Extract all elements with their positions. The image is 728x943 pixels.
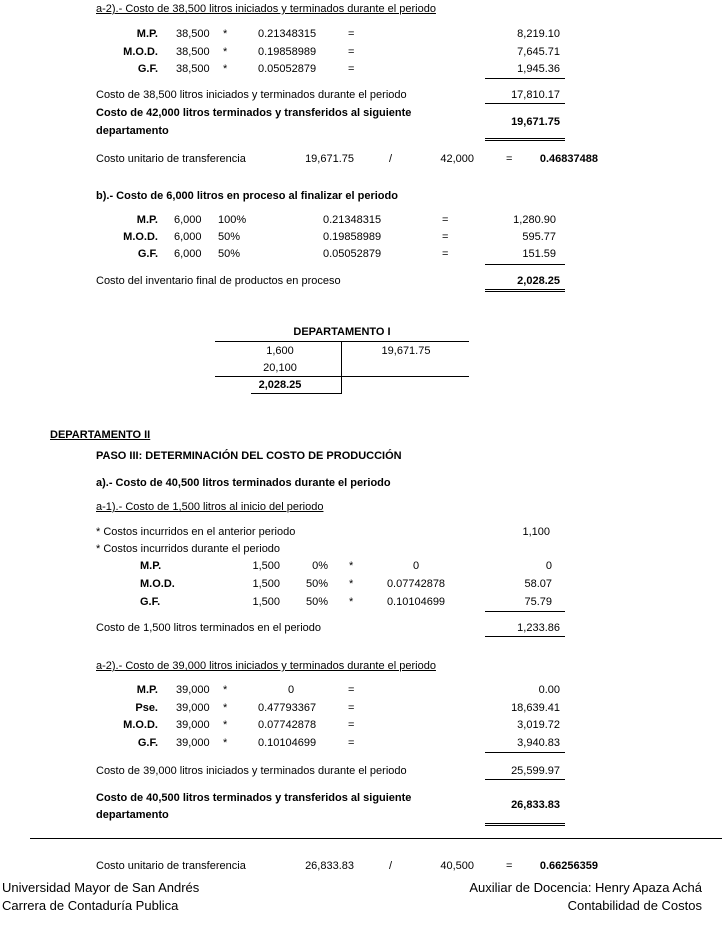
row-amount: 0.00 — [538, 684, 560, 696]
dept2-transfer-label-2: departamento — [96, 809, 169, 821]
row-factor: 0.05052879 — [258, 63, 317, 75]
row-label: G.F. — [137, 248, 158, 260]
a2-total-label: Costo de 39,000 litros iniciados y terminados durante el periodo — [96, 765, 407, 777]
t-account-title: DEPARTAMENTO I — [293, 326, 391, 338]
s1-total-label: Costo de 38,500 litros iniciados y terminados durante el periodo — [96, 89, 407, 101]
t-account-center-rule — [341, 341, 342, 394]
row-amount: 8,219.10 — [517, 28, 560, 40]
row-factor: 0 — [412, 560, 420, 572]
row-pct: 50% — [218, 231, 241, 243]
double-rule — [485, 138, 565, 141]
row-factor: 0.21348315 — [258, 28, 317, 40]
row-op: * — [223, 684, 228, 696]
row-label: M.P. — [136, 28, 158, 40]
a1-total-label: Costo de 1,500 litros terminados en el periodo — [96, 622, 322, 634]
row-label: M.O.D. — [123, 719, 158, 731]
row-label: M.O.D. — [123, 231, 158, 243]
row-amount: 3,940.83 — [517, 737, 560, 749]
row-factor: 0.07742878 — [258, 719, 317, 731]
row-op: * — [349, 578, 354, 590]
unit-denominator: 42,000 — [440, 153, 474, 165]
prev-costs-label: * Costos incurridos en el anterior periodo — [96, 526, 296, 538]
row-label: M.P. — [136, 684, 158, 696]
during-costs-label: * Costos incurridos durante el periodo — [96, 543, 281, 555]
row-amount: 1,945.36 — [517, 63, 560, 75]
row-op: * — [223, 702, 228, 714]
a1-total: 1,233.86 — [517, 622, 560, 634]
row-label: M.P. — [140, 560, 162, 572]
s1-transfer-total: 19,671.75 — [511, 116, 560, 128]
dept2-a-title: a).- Costo de 40,500 litros terminados durante el periodo — [96, 477, 391, 489]
unit-result: 0.46837488 — [539, 153, 598, 165]
row-pct: 50% — [218, 248, 241, 260]
unit-divide: / — [389, 153, 393, 165]
row-eq: = — [348, 63, 355, 75]
total-rule — [485, 103, 565, 104]
row-amount: 595.77 — [522, 231, 556, 243]
dept2-paso: PASO III: DETERMINACIÓN DEL COSTO DE PRODUCCIÓN — [96, 450, 402, 462]
unit-eq: = — [506, 860, 513, 872]
row-qty: 1,500 — [252, 560, 280, 572]
subtotal-rule — [485, 611, 565, 612]
subtotal-rule — [485, 78, 565, 79]
row-eq: = — [442, 248, 449, 260]
s1-transfer-label-1: Costo de 42,000 litros terminados y transferidos al siguiente — [96, 107, 412, 119]
row-label: G.F. — [140, 596, 161, 608]
footer-career: Carrera de Contaduría Publica — [2, 898, 179, 913]
total-rule — [485, 636, 565, 637]
footer-course: Contabilidad de Costos — [567, 898, 702, 913]
total-rule — [485, 779, 565, 780]
row-factor: 0.07742878 — [386, 578, 446, 590]
row-qty: 38,500 — [176, 46, 210, 58]
row-factor: 0.47793367 — [258, 702, 317, 714]
page-divider — [30, 838, 722, 839]
row-label: G.F. — [137, 63, 158, 75]
row-op: * — [223, 63, 228, 75]
t-account-credit-item: 19,671.75 — [381, 345, 431, 357]
row-factor: 0.10104699 — [258, 737, 317, 749]
row-pct: 100% — [218, 214, 247, 226]
section-b-title: b).- Costo de 6,000 litros en proceso al finalizar el periodo — [96, 190, 398, 202]
row-qty: 6,000 — [174, 214, 202, 226]
row-qty: 1,500 — [252, 596, 280, 608]
row-qty: 39,000 — [176, 719, 210, 731]
row-factor: 0.10104699 — [386, 596, 446, 608]
row-qty: 6,000 — [174, 248, 202, 260]
dept2-a2-title: a-2).- Costo de 39,000 litros iniciados y terminados durante el periodo — [96, 660, 436, 672]
s1-total: 17,810.17 — [511, 89, 560, 101]
row-eq: = — [348, 28, 355, 40]
double-rule — [485, 823, 565, 826]
row-op: * — [223, 719, 228, 731]
row-label: M.O.D. — [123, 46, 158, 58]
row-label: Pse. — [135, 702, 158, 714]
double-rule — [485, 289, 565, 292]
row-qty: 6,000 — [174, 231, 202, 243]
row-amount: 75.79 — [524, 596, 552, 608]
row-qty: 39,000 — [176, 737, 210, 749]
unit-denominator: 40,500 — [440, 860, 474, 872]
row-amount: 18,639.41 — [511, 702, 560, 714]
t-account-subtotal-rule — [215, 376, 469, 377]
t-account-debit-total: 2,028.25 — [258, 379, 302, 391]
row-eq: = — [348, 684, 355, 696]
footer-author: Auxiliar de Docencia: Henry Apaza Achá — [469, 880, 702, 895]
row-factor: 0.21348315 — [323, 214, 382, 226]
row-op: * — [223, 46, 228, 58]
row-factor: 0.19858989 — [258, 46, 317, 58]
row-op: * — [223, 737, 228, 749]
subtotal-rule — [485, 264, 565, 265]
row-qty: 39,000 — [176, 684, 210, 696]
unit-label: Costo unitario de transferencia — [96, 153, 246, 165]
row-pct: 50% — [305, 578, 328, 590]
dept2-transfer-label-1: Costo de 40,500 litros terminados y transferidos al siguiente — [96, 792, 412, 804]
unit-label: Costo unitario de transferencia — [96, 860, 246, 872]
t-account-debit-item: 1,600 — [266, 345, 294, 357]
footer-university: Universidad Mayor de San Andrés — [2, 880, 200, 895]
row-op: * — [223, 28, 228, 40]
row-qty: 38,500 — [176, 63, 210, 75]
t-account-bottom-rule — [251, 393, 341, 394]
row-eq: = — [348, 737, 355, 749]
dept2-transfer-total: 26,833.83 — [511, 799, 560, 811]
row-amount: 3,019.72 — [517, 719, 560, 731]
row-amount: 7,645.71 — [517, 46, 560, 58]
row-eq: = — [348, 46, 355, 58]
prev-costs-amount: 1,100 — [522, 526, 550, 538]
row-factor: 0.19858989 — [323, 231, 382, 243]
row-amount: 58.07 — [524, 578, 552, 590]
row-qty: 38,500 — [176, 28, 210, 40]
row-eq: = — [442, 231, 449, 243]
row-amount: 151.59 — [522, 248, 556, 260]
subtotal-rule — [485, 752, 565, 753]
row-eq: = — [348, 719, 355, 731]
t-account-top-rule — [215, 341, 469, 342]
row-label: M.P. — [136, 214, 158, 226]
row-amount: 1,280.90 — [513, 214, 556, 226]
row-amount: 0 — [545, 560, 552, 572]
unit-eq: = — [506, 153, 513, 165]
row-factor: 0 — [287, 684, 295, 696]
row-op: * — [349, 596, 354, 608]
unit-result: 0.66256359 — [539, 860, 598, 872]
row-label: M.O.D. — [140, 578, 175, 590]
t-account-debit-item: 20,100 — [263, 362, 297, 374]
row-eq: = — [348, 702, 355, 714]
section-a2-title: a-2).- Costo de 38,500 litros iniciados y terminados durante el periodo — [96, 3, 436, 15]
row-pct: 0% — [312, 560, 328, 572]
row-label: G.F. — [137, 737, 158, 749]
a2-total: 25,599.97 — [511, 765, 560, 777]
row-op: * — [349, 560, 354, 572]
row-factor: 0.05052879 — [323, 248, 382, 260]
unit-numerator: 19,671.75 — [305, 153, 354, 165]
dept2-a1-title: a-1).- Costo de 1,500 litros al inicio del periodo — [96, 501, 324, 513]
s2-total: 2,028.25 — [517, 275, 560, 287]
unit-numerator: 26,833.83 — [305, 860, 354, 872]
s1-transfer-label-2: departamento — [96, 125, 169, 137]
s2-total-label: Costo del inventario final de productos en proceso — [96, 275, 341, 287]
row-eq: = — [442, 214, 449, 226]
row-pct: 50% — [305, 596, 328, 608]
unit-divide: / — [389, 860, 393, 872]
dept2-title: DEPARTAMENTO II — [50, 429, 151, 441]
row-qty: 1,500 — [252, 578, 280, 590]
row-qty: 39,000 — [176, 702, 210, 714]
